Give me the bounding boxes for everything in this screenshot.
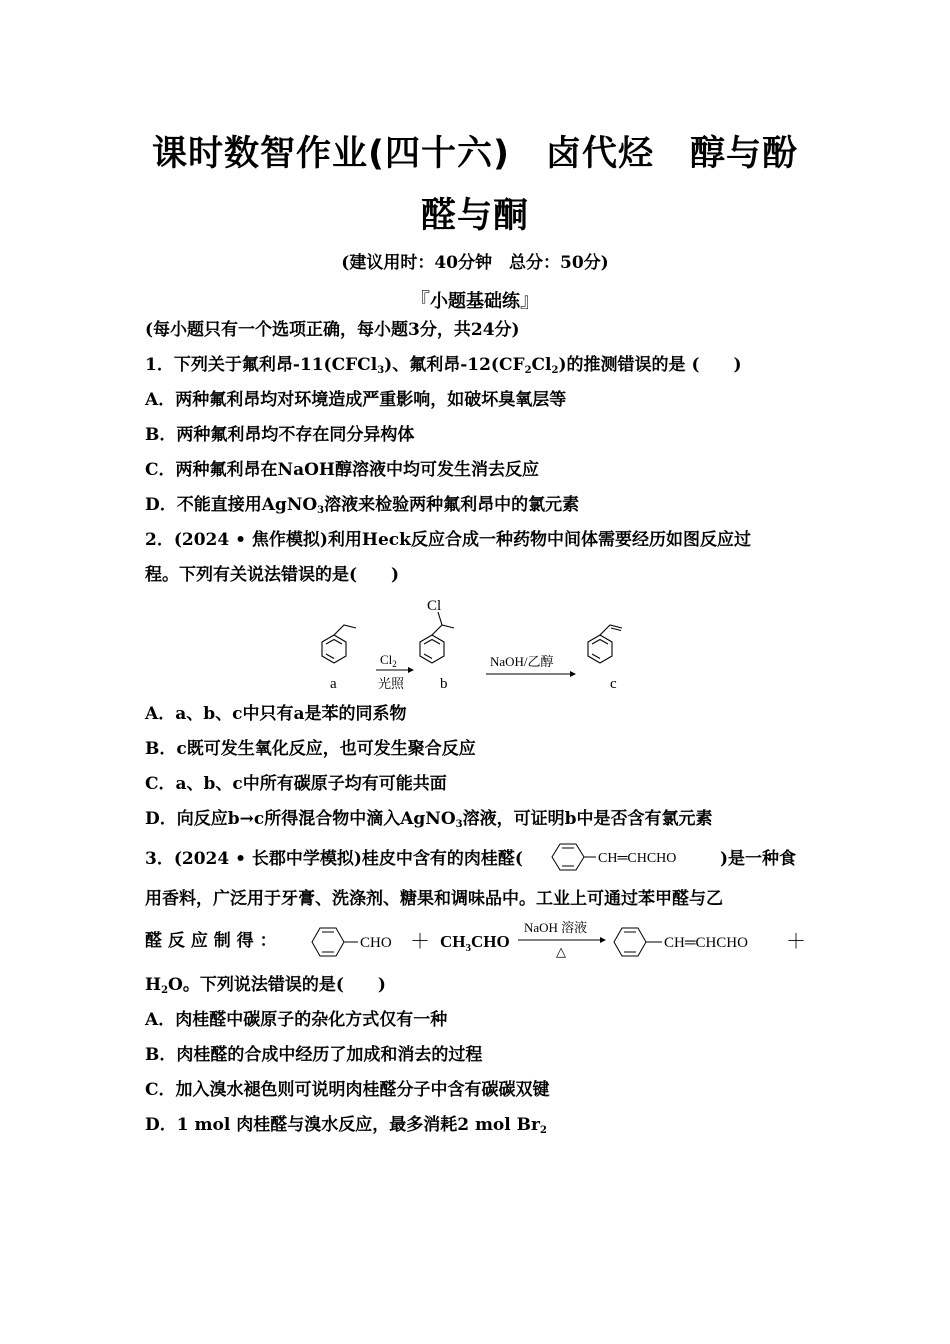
page-title: 课时数智作业(四十六) 卤代烃 醇与酚 [152, 134, 798, 174]
q2-reaction-scheme [300, 592, 650, 694]
q3-option-c: C．加入溴水褪色则可说明肉桂醛分子中含有碳碳双键 [145, 1080, 550, 1100]
q3-reaction-equation [300, 918, 810, 964]
q3-option-d-part: D．1 mol 肉桂醛与溴水反应，最多消耗2 mol Br [145, 1115, 540, 1135]
q3-stem-line1 [145, 847, 523, 871]
q1-stem-part: 1．下列关于氟利昂-11(CFCl [145, 355, 378, 375]
q1-sub: 3 [377, 365, 385, 376]
plus-sign-2: ＋ [786, 931, 806, 953]
arrow1-head [408, 667, 414, 673]
arrow3-head [600, 937, 606, 943]
q1-option-b: B．两种氟利昂均不存在同分异构体 [145, 425, 415, 445]
instruction: (每小题只有一个选项正确，每小题3分，共24分) [145, 320, 520, 340]
q2-sub: 3 [455, 819, 463, 830]
molecule-b [420, 612, 454, 663]
acetaldehyde: $CH_3CHO$ [440, 932, 510, 954]
section-bracket-right: 』 [520, 288, 540, 312]
q3-stem-part: H [145, 975, 162, 995]
q1-option-c: C．两种氟利昂在NaOH醇溶液中均可发生消去反应 [145, 460, 539, 480]
label-a: a [330, 676, 337, 692]
q1-stem-part: )、氟利昂-12(CF [384, 355, 525, 375]
q3-stem-line2: 用香料，广泛用于牙膏、洗涤剂、糖果和调味品中。工业上可通过苯甲醛与乙 [145, 889, 723, 909]
section-bracket-left: 『 [410, 288, 430, 312]
label-cl: Cl [427, 598, 442, 614]
q2-option-d-part: D．向反应b→c所得混合物中滴入AgNO [145, 809, 456, 829]
q2-option-c: C．a、b、c中所有碳原子均有可能共面 [145, 774, 447, 794]
q2-stem-line1: 2．(2024 • 焦作模拟)利用Heck反应合成一种药物中间体需要经历如图反应过 [145, 530, 751, 550]
molecule-c [588, 625, 622, 663]
q3-option-b: B．肉桂醛的合成中经历了加成和消去的过程 [145, 1045, 483, 1065]
cinnamaldehyde-structure [540, 838, 735, 876]
plus-sign-1: ＋ [410, 931, 430, 953]
q2-option-a: A．a、b、c中只有a是苯的同系物 [145, 704, 407, 724]
label-b: b [440, 676, 448, 692]
arrow1-condition: 光照 [378, 676, 405, 691]
q3-stem-tail: )是一种食 [720, 849, 797, 869]
q3-sub: 2 [161, 985, 169, 996]
arrow2-head [570, 671, 576, 677]
q3-option-a: A．肉桂醛中碳原子的杂化方式仅有一种 [145, 1010, 448, 1030]
benzaldehyde-cho: CHO [360, 935, 392, 951]
q1-option-a: A．两种氟利昂均对环境造成严重影响，如破坏臭氧层等 [145, 390, 567, 410]
section-header [0, 284, 950, 313]
q1-option-d [145, 493, 579, 523]
q3-sub: 2 [539, 1125, 547, 1136]
q1-option-d-part: D．不能直接用AgNO [145, 495, 318, 515]
q1-sub: 3 [317, 505, 325, 516]
q3-stem-part: O。下列说法错误的是( ) [168, 975, 386, 995]
q2-option-b: B．c既可发生氧化反应，也可发生聚合反应 [145, 739, 476, 759]
q2-option-d [145, 807, 713, 837]
q3-stem-line3-label: 醛 反 应 制 得 ： [145, 931, 277, 951]
label-c: c [610, 676, 617, 692]
product-ring [614, 928, 662, 956]
q1-option-d-part: 溶液来检验两种氟利昂中的氯元素 [324, 495, 580, 515]
page-title-line2: 醛与酮 [420, 196, 529, 236]
q3-option-d [145, 1113, 547, 1143]
arrow1-reagent: $Cl_2$ [380, 652, 397, 669]
time-note: (建议用时：40分钟 总分：50分) [341, 253, 609, 273]
arrow3-reagent: NaOH 溶液 [524, 920, 588, 935]
q1-stem [145, 353, 742, 383]
molecule-a [322, 625, 356, 663]
benzaldehyde-ring [312, 928, 358, 956]
q3-stem-line4 [145, 973, 386, 1003]
product-formula: CH═CHCHO [664, 935, 748, 951]
q1-stem-part: Cl [531, 355, 552, 375]
section-label: 小题基础练 [430, 291, 520, 312]
arrow2-reagent: NaOH/乙醇 [490, 654, 554, 669]
arrow3-condition: △ [556, 944, 566, 959]
q1-stem-part: )的推测错误的是 ( ) [558, 355, 742, 375]
q2-option-d-part: 溶液，可证明b中是否含有氯元素 [462, 809, 713, 829]
q2-stem-line2: 程。下列有关说法错误的是( ) [145, 565, 400, 585]
cinnamaldehyde-formula: CH═CHCHO [598, 851, 677, 866]
q1-sub: 2 [551, 365, 559, 376]
q1-sub: 2 [524, 365, 532, 376]
q3-stem-part: 3．(2024 • 长郡中学模拟)桂皮中含有的肉桂醛( [145, 849, 523, 869]
